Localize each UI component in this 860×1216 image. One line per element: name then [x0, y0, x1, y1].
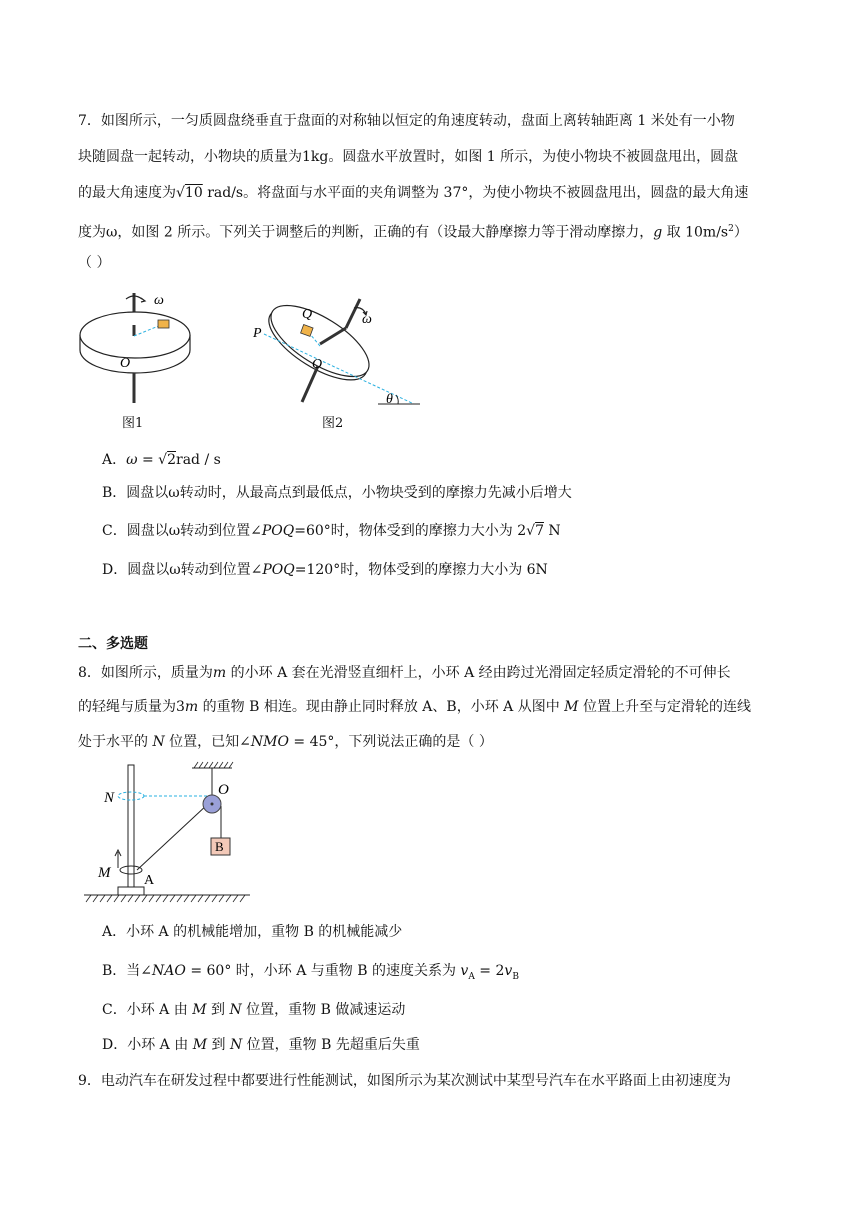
point-label-Q: Q — [302, 307, 313, 322]
rope — [137, 804, 208, 870]
section-title: 二、多选题 — [78, 636, 148, 652]
label-A: A — [144, 873, 155, 888]
label-O: O — [218, 782, 229, 798]
axle-top — [346, 299, 360, 328]
vertical-rod — [128, 765, 134, 887]
q7-figure-1 — [70, 285, 210, 410]
omega-label: ω — [362, 312, 372, 327]
q8-option-a: A．小环 A 的机械能增加，重物 B 的机械能减少 — [102, 924, 403, 940]
q8-option-b: B．当∠NAO = 60° 时，小环 A 与重物 B 的速度关系为 $v_A = 2v_B$ — [102, 963, 519, 982]
label-N: N — [104, 790, 115, 806]
label-M: M — [98, 865, 111, 881]
q8-line-3: 处于水平的 N 位置，已知∠NMO = 45°，下列说法正确的是（ ） — [78, 734, 493, 750]
q7-option-b: B．圆盘以ω转动时，从最高点到最低点，小物块受到的摩擦力先减小后增大 — [102, 485, 572, 501]
angle-label-theta: θ — [386, 392, 393, 407]
center-label-O: O — [120, 356, 131, 371]
q7-option-c: C．圆盘以ω转动到位置∠POQ=60°时，物体受到的摩擦力大小为 2√7 N — [102, 523, 561, 539]
q7-option-d: D．圆盘以ω转动到位置∠POQ=120°时，物体受到的摩擦力大小为 6N — [102, 562, 548, 578]
q8-line-2: 的轻绳与质量为3m 的重物 B 相连。现由静止同时释放 A、B，小环 A 从图中 M 位置上升至与定滑轮的连线 — [78, 699, 751, 715]
q7-figure-2-caption: 图2 — [322, 416, 344, 431]
point-label-P: P — [253, 326, 262, 341]
q8-option-d: D．小环 A 由 M 到 N 位置，重物 B 先超重后失重 — [102, 1037, 420, 1053]
q7-line-2: 块随圆盘一起转动，小物块的质量为1kg。圆盘水平放置时，如图 1 所示，为使小物块不被圆盘甩出，圆盘 — [78, 149, 739, 165]
q7-line-3: 的最大角速度为√10 rad/s。将盘面与水平面的夹角调整为 37°，为使小物块不被圆盘甩出，圆盘的最大角速 — [78, 185, 749, 201]
q7-line-4: 度为ω，如图 2 所示。下列关于调整后的判断，正确的有（设最大静摩擦力等于滑动摩擦力，g 取 $10m/s^2$） — [78, 224, 748, 241]
q7-figure-2 — [250, 296, 430, 411]
q7-answer-bracket: （ ） — [78, 255, 111, 271]
sqrt-symbol: √ — [158, 452, 168, 468]
q7-figure-1-caption: 图1 — [122, 416, 144, 431]
q7-option-a: A．ω = √2rad / s — [102, 452, 221, 468]
q9-line-1: 9．电动汽车在研发过程中都要进行性能测试，如图所示为某次测试中某型号汽车在水平路面上由初速度为 — [78, 1073, 731, 1089]
q8-option-c: C．小环 A 由 M 到 N 位置，重物 B 做减速运动 — [102, 1002, 406, 1018]
rod-base — [118, 887, 144, 895]
small-block — [158, 320, 169, 328]
weight-label-B: B — [215, 839, 224, 854]
omega-label: ω — [154, 293, 164, 308]
q8-figure — [80, 760, 265, 910]
q8-line-1: 8．如图所示，质量为m 的小环 A 套在光滑竖直细杆上，小环 A 经由跨过光滑固定轻质定滑轮的不可伸长 — [78, 665, 731, 681]
sqrt-symbol: √ — [526, 523, 536, 539]
center-label-O: O — [312, 357, 323, 372]
q7-line-1: 7．如图所示，一匀质圆盘绕垂直于盘面的对称轴以恒定的角速度转动，盘面上离转轴距离 1 米处有一小物 — [78, 113, 735, 129]
sqrt-radicand: 10 — [184, 185, 203, 201]
sqrt-symbol: √ — [176, 185, 185, 201]
